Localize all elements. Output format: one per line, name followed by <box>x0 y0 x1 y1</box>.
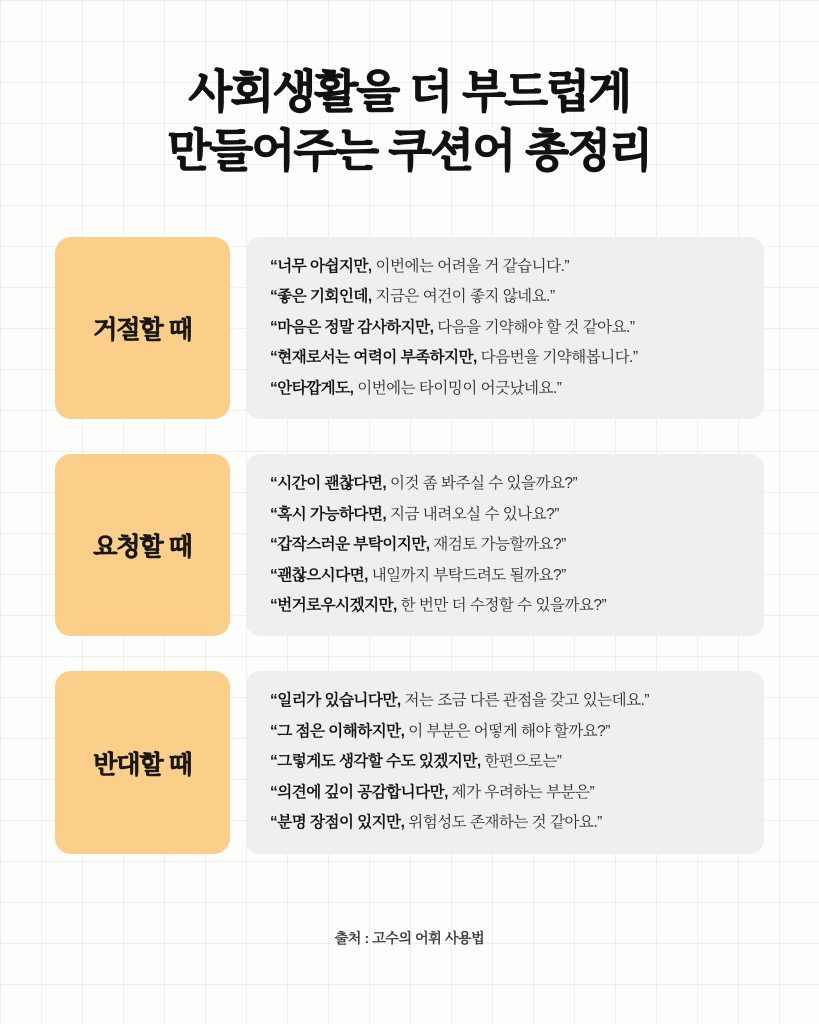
list-item <box>270 286 742 308</box>
sections-list <box>55 237 764 854</box>
phrase-rest: 이 부분은 어떻게 해야 할까요?” <box>404 722 610 740</box>
phrase-rest: 이것 좀 봐주실 수 있을까요?” <box>386 475 578 493</box>
list-item <box>270 812 742 834</box>
phrase-rest: 위험성도 존재하는 것 같아요.” <box>404 814 602 832</box>
phrase-lead: “마음은 정말 감사하지만, <box>270 318 434 336</box>
phrase-lead: “그 점은 이해하지만, <box>270 722 405 740</box>
phrase-lead: “일리가 있습니다만, <box>270 692 401 710</box>
phrase-rest: 한 번만 더 수정할 수 있을까요?” <box>396 597 607 614</box>
list-item <box>270 347 742 369</box>
phrase-lead: “좋은 기회인데, <box>270 288 372 306</box>
section-row <box>55 237 764 419</box>
list-item <box>270 317 742 339</box>
phrase-lead: “의견에 깊이 공감합니다만, <box>270 783 448 801</box>
phrase-card <box>246 237 764 419</box>
phrase-rest: 다음번을 기약해봅니다.” <box>476 349 638 367</box>
phrase-lead: “갑작스러운 부탁이지만, <box>270 536 430 554</box>
phrase-lead: “그렇게도 생각할 수도 있겠지만, <box>270 753 481 771</box>
phrase-lead: “현재로서는 여력이 부족하지만, <box>270 349 477 367</box>
phrase-rest: 내일까지 부탁드려도 될까요?” <box>367 566 566 584</box>
list-item <box>270 565 742 587</box>
section-row <box>55 671 764 853</box>
phrase-lead: “안타깝게도, <box>270 379 354 397</box>
title-line-2: 만들어주는 쿠션어 총정리 <box>167 125 652 177</box>
phrase-rest: 이번에는 타이밍이 어긋났네요.” <box>353 379 562 397</box>
list-item <box>270 690 742 712</box>
phrase-rest: 한편으로는” <box>480 753 562 771</box>
phrase-rest: 재검토 가능할까요?” <box>429 536 566 554</box>
phrase-rest: 저는 조금 다른 관점을 갖고 있는데요.” <box>400 692 650 710</box>
phrase-rest: 제가 우려하는 부분은” <box>447 783 595 801</box>
category-badge: 거절할 때 <box>55 237 230 419</box>
title-line-1: 사회생활을 더 부드럽게 <box>188 66 631 117</box>
phrase-lead: “시간이 괜찮다면, <box>270 475 387 493</box>
list-item <box>270 473 742 495</box>
category-badge: 반대할 때 <box>55 671 230 853</box>
list-item <box>270 378 742 400</box>
phrase-lead: “너무 아쉽지만, <box>270 257 372 275</box>
phrase-rest: 이번에는 어려울 거 같습니다.” <box>371 257 570 275</box>
source-credit: 출처 : 고수의 어휘 사용법 <box>334 930 485 946</box>
phrase-lead: “괜찮으시다면, <box>270 566 368 584</box>
phrase-card <box>246 454 764 636</box>
phrase-lead: “혹시 가능하다면, <box>270 505 387 523</box>
phrase-card <box>246 671 764 853</box>
list-item <box>270 721 742 743</box>
page-title <box>55 0 764 181</box>
list-item <box>270 504 742 526</box>
section-row <box>55 454 764 636</box>
list-item <box>270 751 742 773</box>
phrase-rest: 지금은 여건이 좋지 않네요.” <box>371 288 555 306</box>
list-item <box>270 782 742 804</box>
category-badge: 요청할 때 <box>55 454 230 636</box>
phrase-lead: “번거로우시겠지만, <box>270 597 397 614</box>
phrase-rest: 다음을 기약해야 할 것 같아요.” <box>433 318 635 336</box>
phrase-lead: “분명 장점이 있지만, <box>270 814 405 832</box>
list-item <box>270 534 742 556</box>
list-item <box>270 256 742 278</box>
phrase-rest: 지금 내려오실 수 있나요?” <box>386 505 559 523</box>
list-item <box>270 595 742 617</box>
